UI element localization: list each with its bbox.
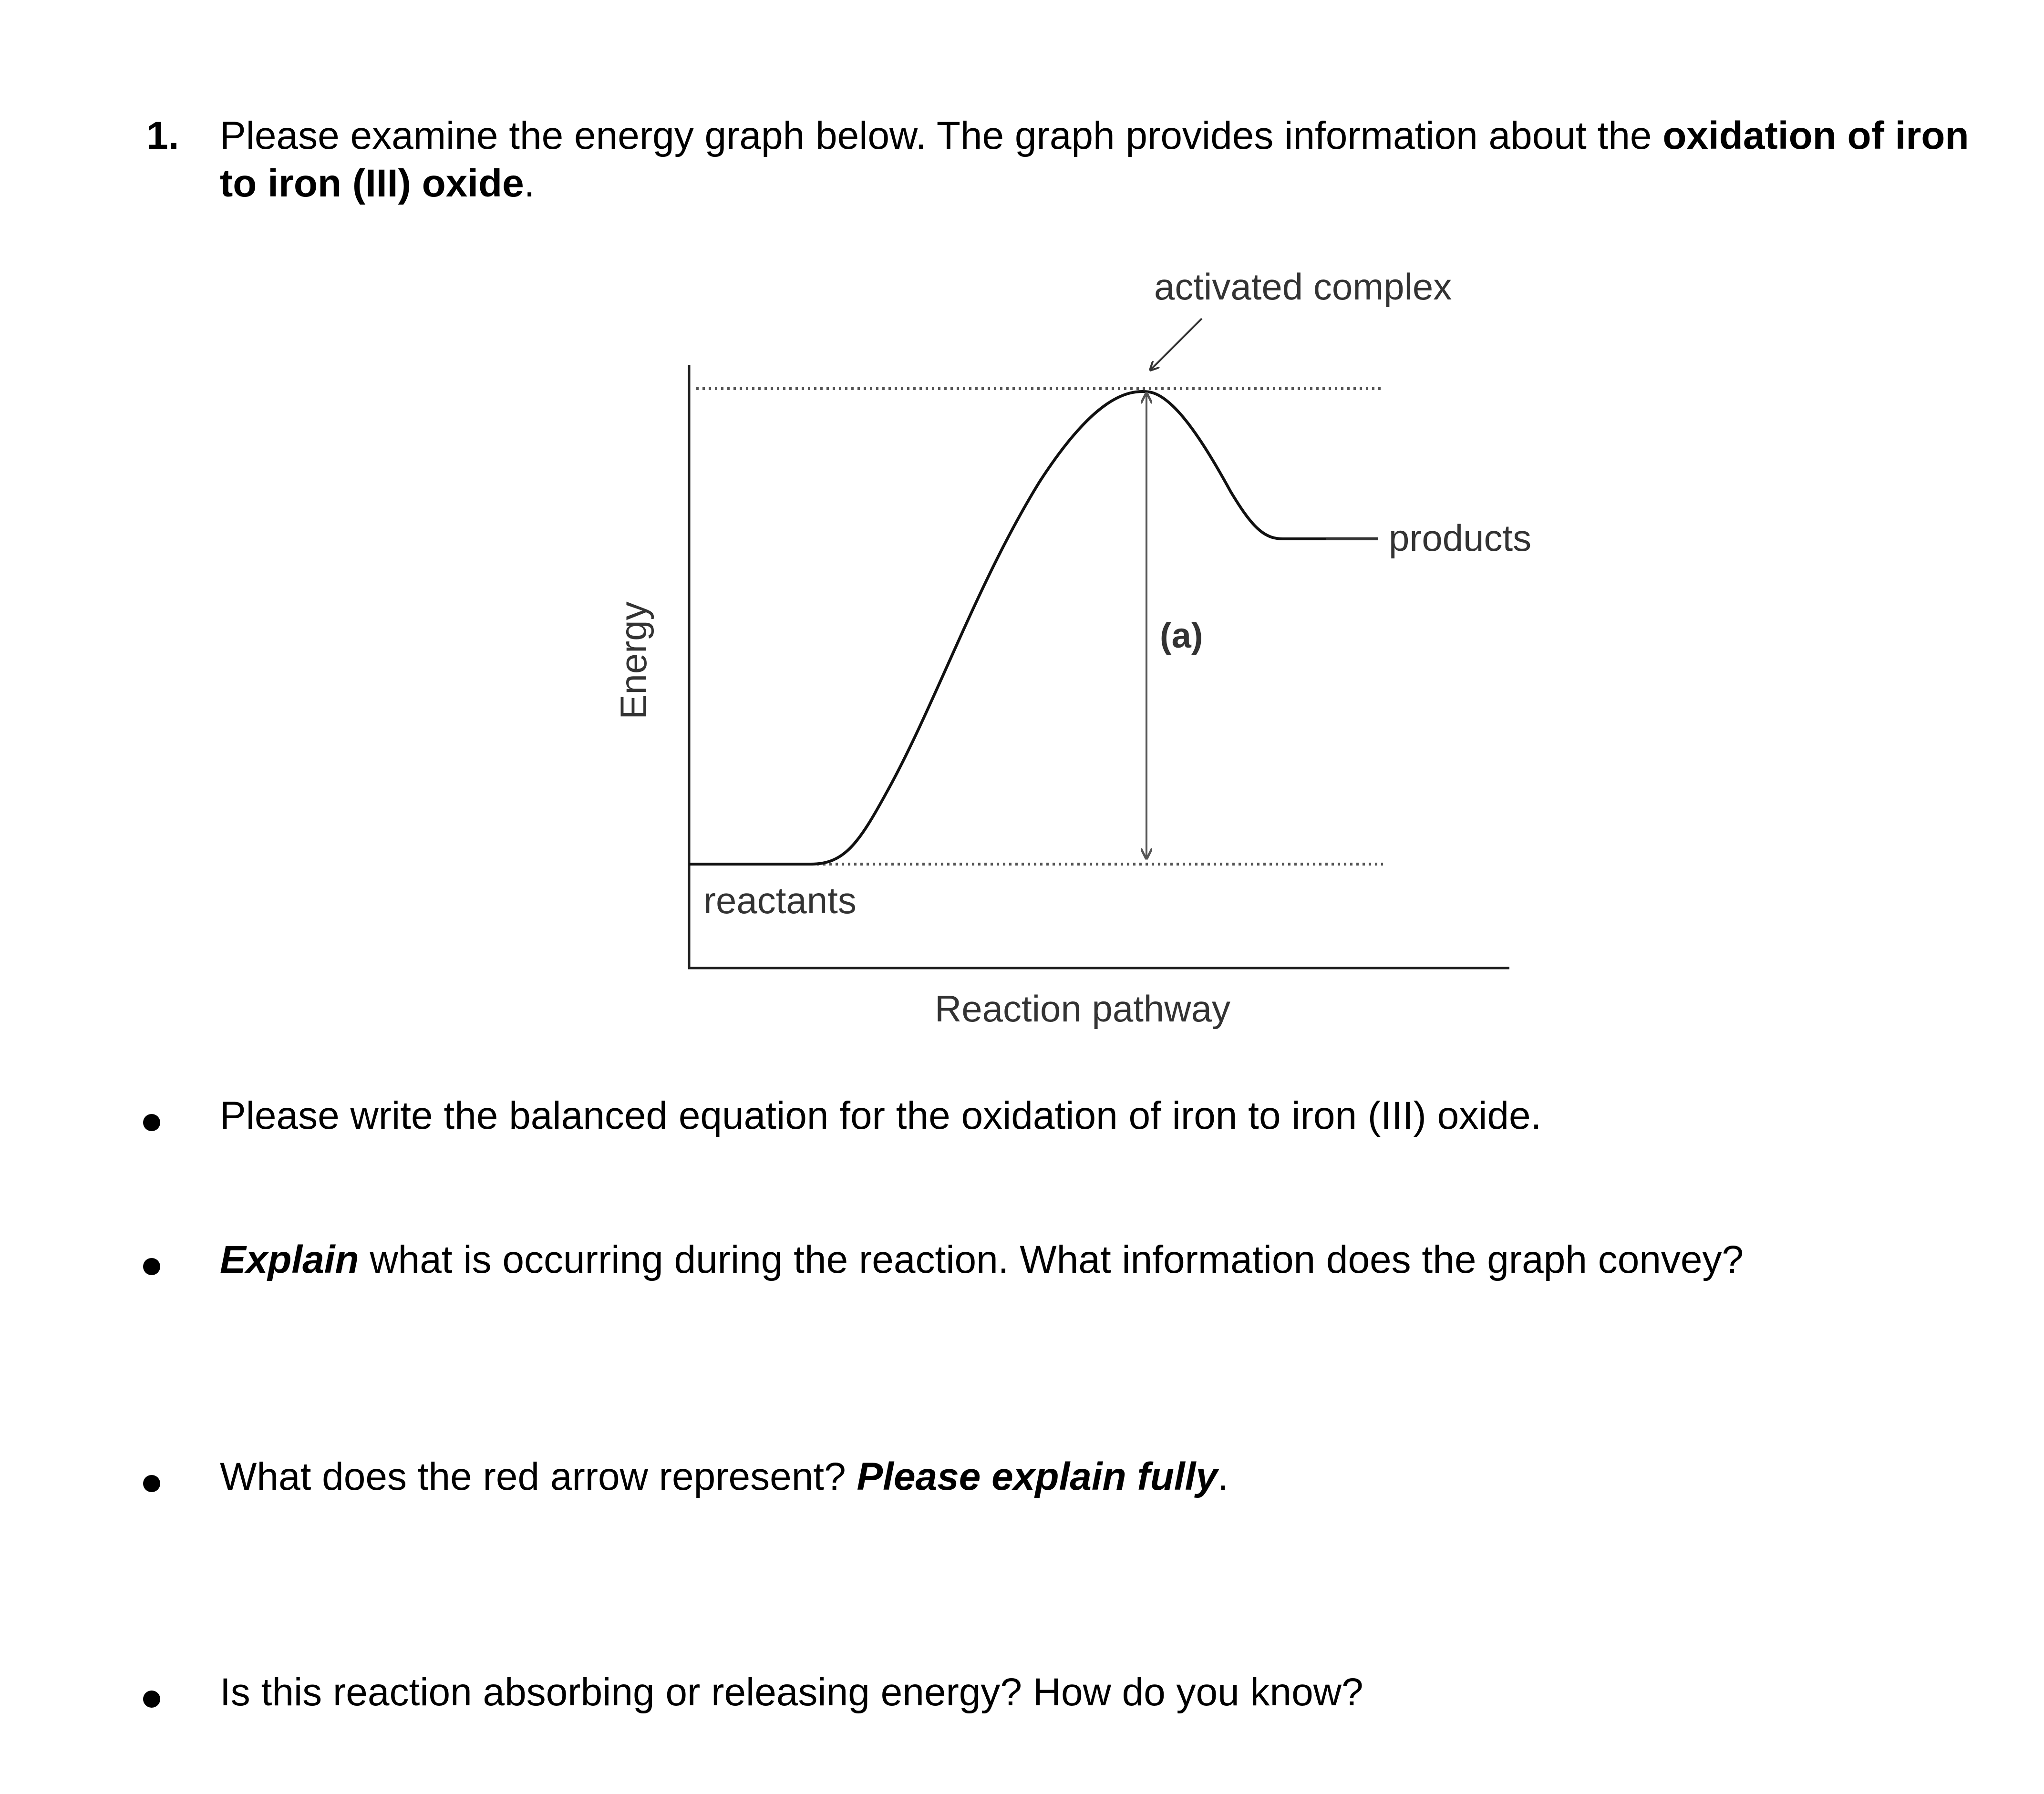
bullet-explain-reaction [220, 1236, 1744, 1284]
bullet-text: what is occurring during the reaction. What information does the graph convey? [359, 1238, 1744, 1281]
bullet-marker [143, 1691, 160, 1708]
bullet-emphasis: Please explain fully [857, 1455, 1218, 1498]
bullet-red-arrow [220, 1453, 1228, 1501]
bullet-marker [143, 1114, 160, 1131]
y-axis-label: Energy [612, 601, 654, 720]
question-number: 1. [146, 114, 179, 157]
bullet-absorb-release [220, 1669, 1363, 1716]
x-axis-label: Reaction pathway [934, 988, 1231, 1030]
arrow-label: (a) [1160, 616, 1203, 655]
bullet-text: Is this reaction absorbing or releasing energy? How do you know? [220, 1670, 1363, 1714]
question-intro: Please examine the energy graph below. The graph provides information about the [220, 114, 1663, 157]
products-label: products [1389, 517, 1532, 559]
bullet-balanced-equation [220, 1092, 1541, 1140]
activated-complex-label: activated complex [1154, 266, 1452, 308]
bullet-period: . [1218, 1455, 1228, 1498]
reaction-energy-curve [689, 392, 1378, 864]
question-period: . [524, 162, 535, 205]
activated-complex-pointer [1150, 319, 1202, 370]
question-text [220, 112, 1984, 207]
bullet-text: Please write the balanced equation for the oxidation of iron to iron (III) oxide. [220, 1094, 1542, 1137]
bullet-marker [143, 1475, 160, 1492]
bullet-marker [143, 1258, 160, 1275]
question-topic: oxidation of iron to iron (III) oxide [220, 114, 1969, 205]
bullet-text: What does the red arrow represent? [220, 1455, 857, 1498]
bullet-emphasis: Explain [220, 1238, 359, 1281]
reactants-label: reactants [703, 879, 857, 921]
